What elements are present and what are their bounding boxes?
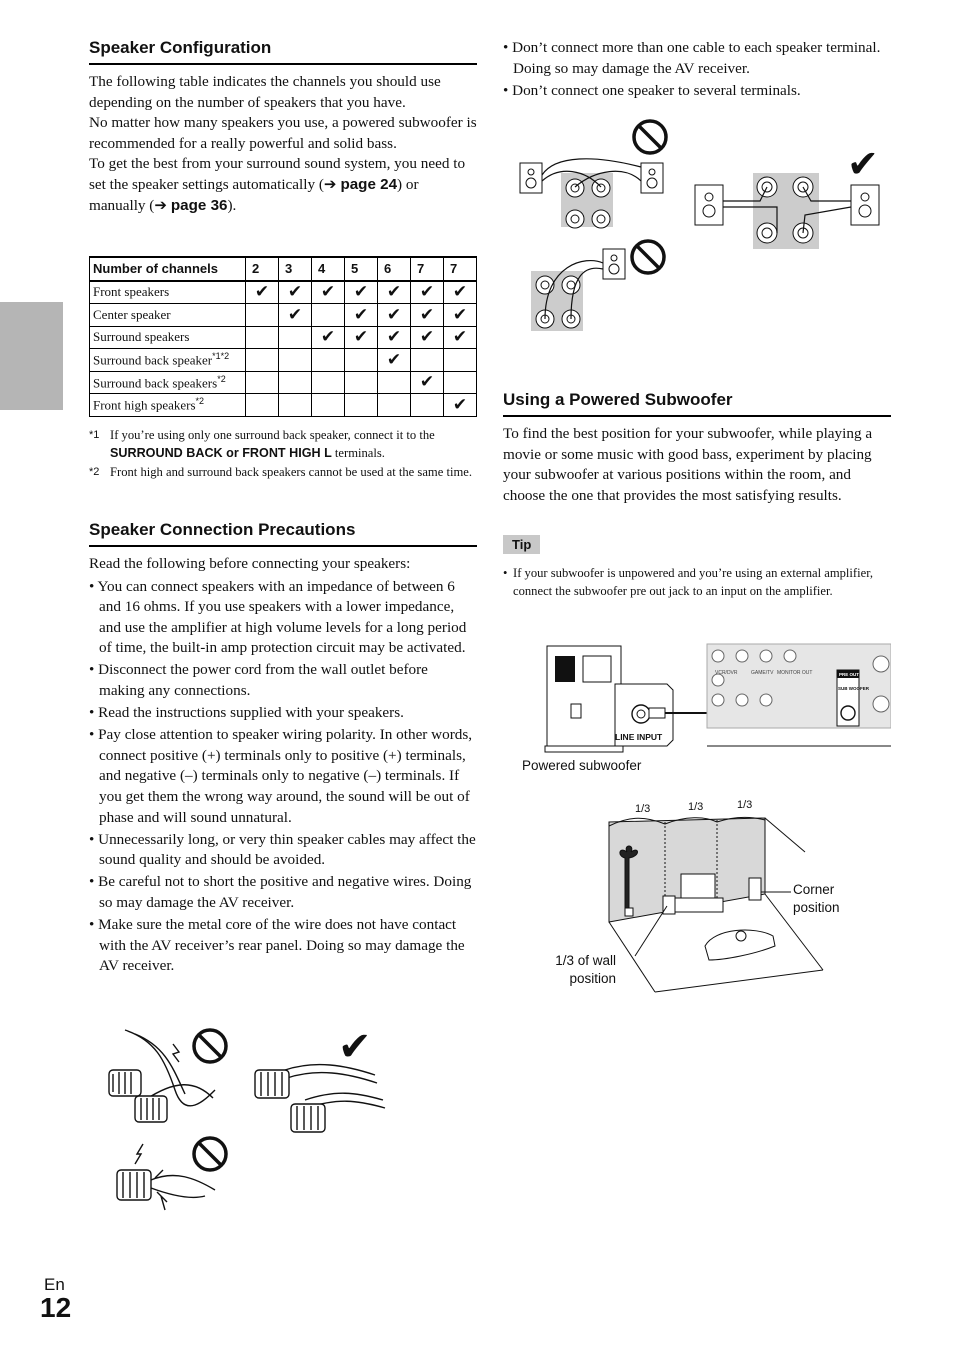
col-header: 2 [246, 257, 279, 281]
check-cell [279, 281, 312, 304]
empty-cell [246, 394, 279, 417]
empty-cell [378, 394, 411, 417]
receiver-rear-panel [707, 644, 891, 746]
check-icon: ✔ [452, 282, 468, 303]
empty-cell [246, 326, 279, 349]
line-input-label: LINE INPUT [615, 732, 663, 742]
list-item: • Make sure the metal core of the wire does not have contact with the AV receiver’s rear panel. Doing so may damage the AV receiver. [89, 916, 465, 975]
empty-cell [279, 326, 312, 349]
check-cell [312, 281, 345, 304]
right-precautions-list [503, 38, 891, 101]
list-item: • Read the instructions supplied with your speakers. [89, 704, 404, 722]
row-label: Center speaker [90, 304, 246, 327]
check-icon: ✔ [353, 327, 369, 348]
tip-section [503, 536, 891, 601]
third-label: 1/3 [635, 803, 651, 815]
correct-connection-diagram [695, 144, 879, 249]
check-icon: ✔ [353, 282, 369, 303]
col-header: 5 [345, 257, 378, 281]
config-para-1: The following table indicates the channels you should use depending on the number of speakers that you have. [89, 73, 441, 111]
check-icon: ✔ [419, 327, 435, 348]
row-label: Surround back speaker$^{*1*2}$ [90, 349, 246, 372]
empty-cell [312, 394, 345, 417]
check-icon: ✔ [419, 282, 435, 303]
precautions-heading: Speaker Connection Precautions [89, 520, 477, 547]
precautions-intro: Read the following before connecting your speakers: [89, 555, 411, 572]
page-number: 12 [40, 1292, 72, 1323]
channel-table [89, 256, 477, 417]
pre-out-label: PRE OUT [839, 672, 860, 677]
no-symbol-icon [194, 1138, 226, 1170]
col-header: 7 [444, 257, 477, 281]
check-cell [378, 326, 411, 349]
third-label: 1/3 [688, 801, 704, 813]
empty-cell [246, 304, 279, 327]
empty-cell [378, 371, 411, 394]
table-row [90, 394, 477, 417]
speaker-configuration-body [89, 72, 477, 216]
list-item: • You can connect speakers with an impedance of between 6 and 16 ohms. If you use speakers with a lower impedance, and use the amplifier at high volume levels for a long period of time, the built-in amp protection circuit may be activated. [89, 577, 467, 657]
check-cell [411, 326, 444, 349]
precautions-list [89, 577, 477, 977]
table-row [90, 349, 477, 372]
empty-cell [345, 371, 378, 394]
list-item: • Don’t connect more than one cable to each speaker terminal. Doing so may damage the AV receiver. [503, 39, 881, 77]
rear-label: VCR/DVR [715, 670, 738, 676]
check-cell [444, 394, 477, 417]
row-label: Front high speakers$^{*2}$ [90, 394, 246, 417]
col-header: 3 [279, 257, 312, 281]
empty-cell [246, 349, 279, 372]
terminal-wiring-illustration [95, 1020, 395, 1230]
check-icon: ✔ [386, 349, 402, 370]
check-cell [411, 281, 444, 304]
check-cell [279, 304, 312, 327]
check-icon: ✔ [320, 327, 336, 348]
config-para-3: To get the best from your surround sound system, you need to set the speaker settings automatically (➔ page 24) or manually (➔ page 36). [89, 155, 466, 214]
check-icon: ✔ [287, 282, 303, 303]
page-36-link[interactable]: page 36 [170, 196, 228, 214]
table-row [90, 304, 477, 327]
subwoofer-jack-label: SUB WOOFER [838, 686, 869, 691]
empty-cell [312, 304, 345, 327]
footnote-2: *2 Front high and surround back speakers cannot be used at the same time. [89, 464, 472, 479]
check-icon: ✔ [452, 394, 468, 415]
check-icon: ✔ [386, 327, 402, 348]
rear-label: MONITOR OUT [777, 670, 813, 676]
col-header: 7 [411, 257, 444, 281]
language-label: En [44, 1275, 65, 1294]
check-icon: ✔ [287, 304, 303, 325]
row-label: Front speakers [90, 281, 246, 304]
third-label: 1/3 [737, 799, 753, 811]
col-header: 6 [378, 257, 411, 281]
check-icon: ✔ [386, 282, 402, 303]
col-header: 4 [312, 257, 345, 281]
empty-cell [411, 349, 444, 372]
check-icon: ✔ [419, 372, 435, 393]
check-cell [312, 326, 345, 349]
right-precautions [503, 38, 891, 103]
wrong-connection-diagram-2 [531, 241, 664, 331]
check-icon: ✔ [847, 144, 879, 186]
page-24-link[interactable]: page 24 [340, 175, 398, 193]
precautions-body [89, 554, 477, 978]
powered-subwoofer-unit [545, 646, 623, 752]
wrong-connection-diagram-1 [520, 121, 666, 228]
wall-position-label: 1/3 of wall position [555, 953, 616, 986]
speaker-configuration-heading: Speaker Configuration [89, 38, 477, 65]
no-symbol-icon [194, 1030, 226, 1062]
check-cell [444, 326, 477, 349]
check-icon: ✔ [386, 304, 402, 325]
section-tab [0, 302, 63, 410]
arrow-icon: ➔ [154, 196, 168, 214]
config-para-2: No matter how many speakers you use, a powered subwoofer is recommended for a really powerful and solid bass. [89, 114, 477, 152]
check-icon: ✔ [254, 282, 270, 303]
empty-cell [312, 371, 345, 394]
subwoofer-heading: Using a Powered Subwoofer [503, 390, 891, 417]
check-icon: ✔ [320, 282, 336, 303]
check-cell [411, 371, 444, 394]
list-item: • Disconnect the power cord from the wall outlet before making any connections. [89, 661, 428, 700]
frayed-wire-terminal [117, 1144, 215, 1210]
number-of-channels-header: Number of channels [90, 257, 246, 281]
empty-cell [345, 349, 378, 372]
empty-cell [279, 371, 312, 394]
check-cell [345, 326, 378, 349]
empty-cell [279, 349, 312, 372]
check-cell [444, 304, 477, 327]
crossed-wires-terminal [109, 1030, 215, 1122]
channel-table-header [90, 257, 477, 281]
empty-cell [345, 394, 378, 417]
check-cell [246, 281, 279, 304]
check-icon: ✔ [353, 304, 369, 325]
check-cell [444, 281, 477, 304]
list-item: • Be careful not to short the positive and negative wires. Doing so may damage the AV receiver. [89, 873, 472, 911]
empty-cell [444, 349, 477, 372]
subwoofer-para: To find the best position for your subwoofer, while playing a movie or some music with good bass, experiment by placing your subwoofer at various positions within the room, and choose the one that provides the most satisfying results. [503, 425, 873, 504]
speaker-terminal-diagrams [515, 115, 891, 337]
footnote-1: *1 If you’re using only one surround back speaker, connect it to the SURROUND BACK or FRONT HIGH L terminals. [89, 428, 435, 461]
check-cell [411, 304, 444, 327]
powered-subwoofer-caption: Powered subwoofer [522, 758, 642, 773]
table-row [90, 371, 477, 394]
tip-item: • If your subwoofer is unpowered and you’re using an external amplifier, connect the subwoofer pre out jack to an input on the amplifier. [503, 566, 874, 599]
list-item: • Unnecessarily long, or very thin speaker cables may affect the sound quality and should be avoided. [89, 830, 476, 869]
corner-position-label: Corner position [793, 882, 840, 915]
table-row [90, 326, 477, 349]
empty-cell [246, 371, 279, 394]
correct-wiring-terminal [255, 1065, 385, 1132]
empty-cell [411, 394, 444, 417]
check-icon: ✔ [419, 304, 435, 325]
check-cell [345, 304, 378, 327]
list-item: • Pay close attention to speaker wiring polarity. In other words, connect positive (+) terminals only to positive (+) terminals, and negative (–) terminals only to negative (–) terminals. If you get them the wrong way around, the sound will be out of phase and will sound unnatural. [89, 726, 473, 826]
check-cell [378, 349, 411, 372]
table-row [90, 281, 477, 304]
empty-cell [444, 371, 477, 394]
row-label: Surround back speakers$^{*2}$ [90, 371, 246, 394]
row-label: Surround speakers [90, 326, 246, 349]
check-icon: ✔ [452, 304, 468, 325]
check-cell [378, 281, 411, 304]
footnotes [89, 426, 477, 481]
check-cell [345, 281, 378, 304]
check-icon: ✔ [338, 1025, 372, 1069]
rear-label: GAME/TV [751, 670, 774, 676]
arrow-icon: ➔ [323, 175, 337, 193]
empty-cell [279, 394, 312, 417]
tip-badge: Tip [503, 535, 540, 554]
check-cell [378, 304, 411, 327]
empty-cell [312, 349, 345, 372]
list-item: • Don’t connect one speaker to several terminals. [503, 81, 801, 99]
check-icon: ✔ [452, 327, 468, 348]
